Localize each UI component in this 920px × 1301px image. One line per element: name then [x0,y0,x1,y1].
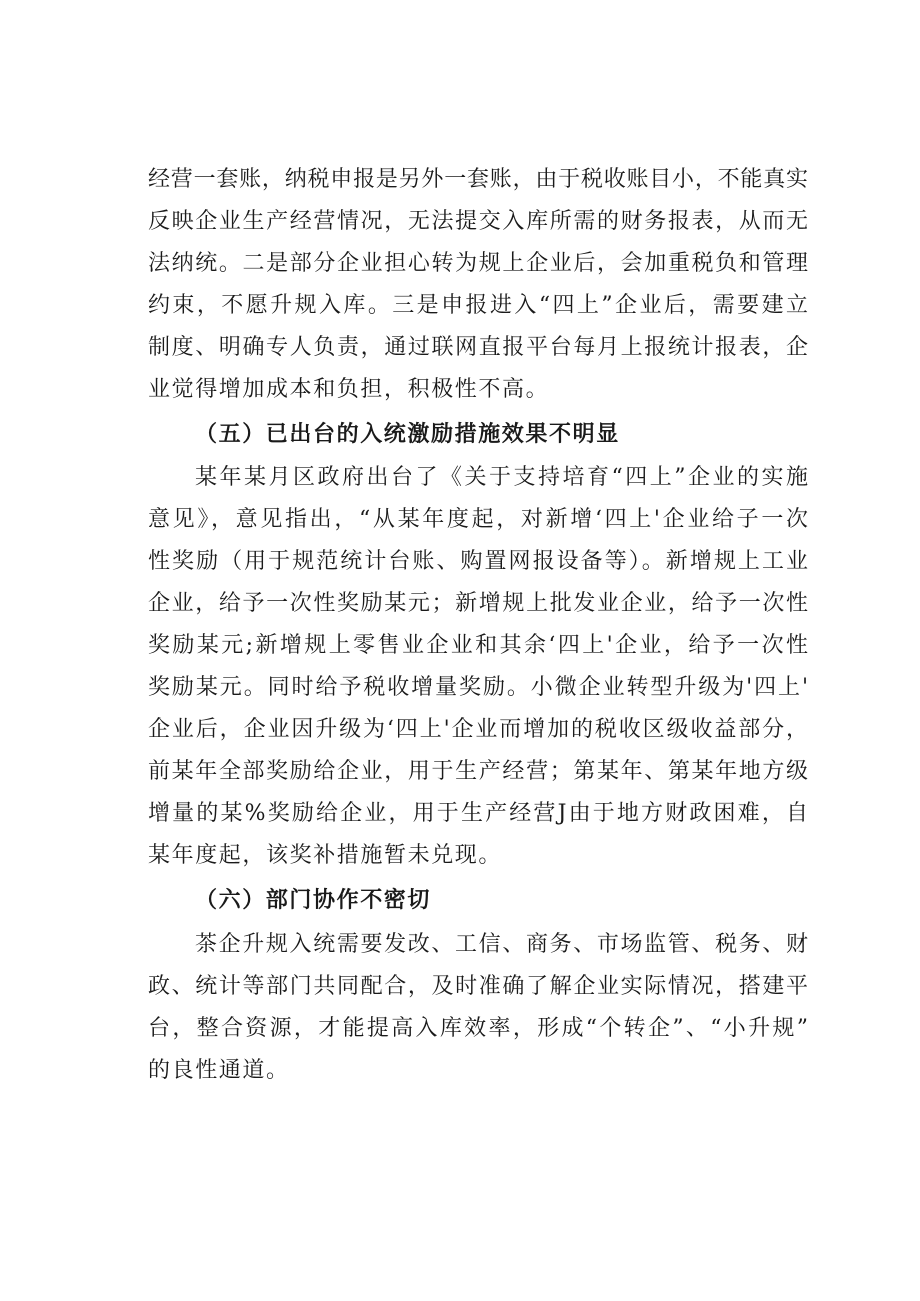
paragraph-line: 意见》，意见指出，“从某年度起，对新增‘四上'企业给子一次 [148,507,808,532]
section-heading-5: （五）已出台的入统激励措施效果不明显 [195,422,620,447]
paragraph-line: 法纳统。二是部分企业担心转为规上企业后，会加重税负和管理 [148,251,808,276]
paragraph-line: 政、统计等部门共同配合，及时准确了解企业实际情况，搭建平 [148,974,808,999]
paragraph-line: 台，整合资源，才能提高入库效率，形成“个转企”、“小升规” [148,1016,808,1041]
paragraph-line: 某年某月区政府出台了《关于支持培育“四上”企业的实施 [195,465,808,490]
section-heading-6: （六）部门协作不密切 [195,888,432,913]
paragraph-line: 奖励某元;新增规上零售业企业和其余‘四上'企业，给予一次性 [148,633,808,658]
paragraph-line: 企业，给予一次性奖励某元；新增规上批发业企业，给予一次性 [148,591,808,616]
paragraph-line: 约束，不愿升规入库。三是申报进入“四上”企业后，需要建立 [148,293,808,318]
paragraph-line: 奖励某元。同时给予税收增量奖励。小微企业转型升级为'四上' [148,675,808,700]
paragraph-line: 反映企业生产经营情况，无法提交入库所需的财务报表，从而无 [148,209,808,234]
paragraph-line: 制度、明确专人负责，通过联网直报平台每月上报统计报表，企 [148,335,808,360]
paragraph-line: 前某年全部奖励给企业，用于生产经营；第某年、第某年地方级 [148,759,808,784]
paragraph-line: 的良性通道。 [148,1058,290,1083]
paragraph-line: 企业后，企业因升级为‘四上'企业而增加的税收区级收益部分， [148,717,808,742]
paragraph-line: 经营一套账，纳税申报是另外一套账，由于税收账目小，不能真实 [148,167,808,192]
paragraph-line: 业觉得增加成本和负担，积极性不高。 [148,377,550,402]
paragraph-line: 增量的某%奖励给企业，用于生产经营J由于地方财政困难，自 [148,801,808,826]
paragraph-line: 性奖励（用于规范统计台账、购置网报设备等）。新增规上工业 [148,549,808,574]
paragraph-line: 某年度起，该奖补措施暂未兑现。 [148,843,503,868]
paragraph-line: 茶企升规入统需要发改、工信、商务、市场监管、税务、财 [195,932,808,957]
